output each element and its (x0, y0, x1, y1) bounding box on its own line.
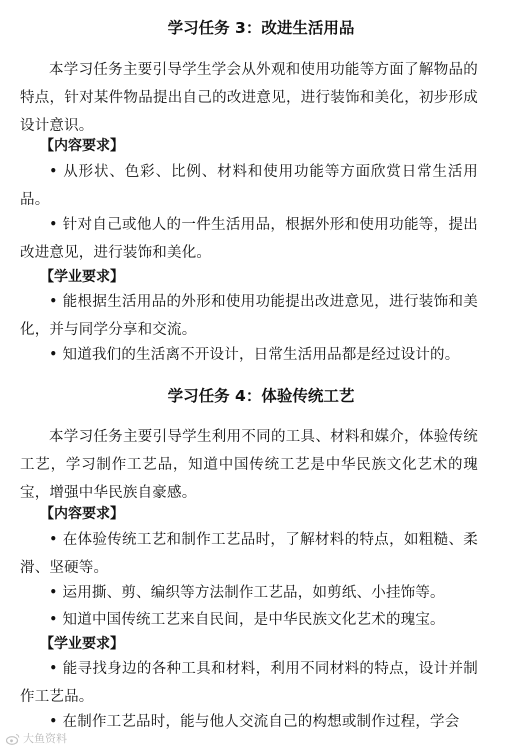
task4-content-item-1: • 在体验传统工艺和制作工艺品时，了解材料的特点，如粗糙、柔滑、坚硬等。 (20, 532, 478, 576)
watermark (6, 731, 67, 747)
watermark-text: 大鱼资料 (23, 732, 67, 745)
task3-title: 学习任务 3：改进生活用品 (167, 19, 355, 37)
weibo-logo-icon (6, 733, 20, 745)
task4-academic-header: 【学业要求】 (40, 636, 124, 652)
task3-content-item-1: • 从形状、色彩、比例、材料和使用功能等方面欣赏日常生活用品。 (20, 164, 478, 208)
task3-academic-item-2: • 知道我们的生活离不开设计，日常生活用品都是经过设计的。 (49, 347, 460, 363)
task3-content-header: 【内容要求】 (40, 138, 124, 154)
task3-content-item-2: • 针对自己或他人的一件生活用品，根据外形和使用功能等，提出改进意见，进行装饰和美化。 (20, 217, 478, 261)
task4-intro: 本学习任务主要引导学生利用不同的工具、材料和媒介，体验传统工艺，学习制作工艺品，知道中国传统工艺是中华民族文化艺术的瑰宝，增强中华民族自豪感。 (20, 429, 478, 501)
task3-intro: 本学习任务主要引导学生学会从外观和使用功能等方面了解物品的特点，针对某件物品提出自己的改进意见，进行装饰和美化，初步形成设计意识。 (20, 62, 478, 134)
task4-content-header: 【内容要求】 (40, 506, 124, 522)
task4-content-item-3: • 知道中国传统工艺来自民间，是中华民族文化艺术的瑰宝。 (49, 612, 445, 628)
task4-title: 学习任务 4：体验传统工艺 (167, 387, 355, 405)
task3-academic-header: 【学业要求】 (40, 269, 124, 285)
task4-academic-item-1: • 能寻找身边的各种工具和材料，利用不同材料的特点，设计并制作工艺品。 (20, 661, 478, 705)
task4-academic-item-2: • 在制作工艺品时，能与他人交流自己的构想或制作过程，学会 (49, 714, 460, 730)
task4-content-item-2: • 运用撕、剪、编织等方法制作工艺品，如剪纸、小挂饰等。 (49, 585, 445, 601)
task3-academic-item-1: • 能根据生活用品的外形和使用功能提出改进意见，进行装饰和美化，并与同学分享和交流。 (20, 294, 478, 338)
